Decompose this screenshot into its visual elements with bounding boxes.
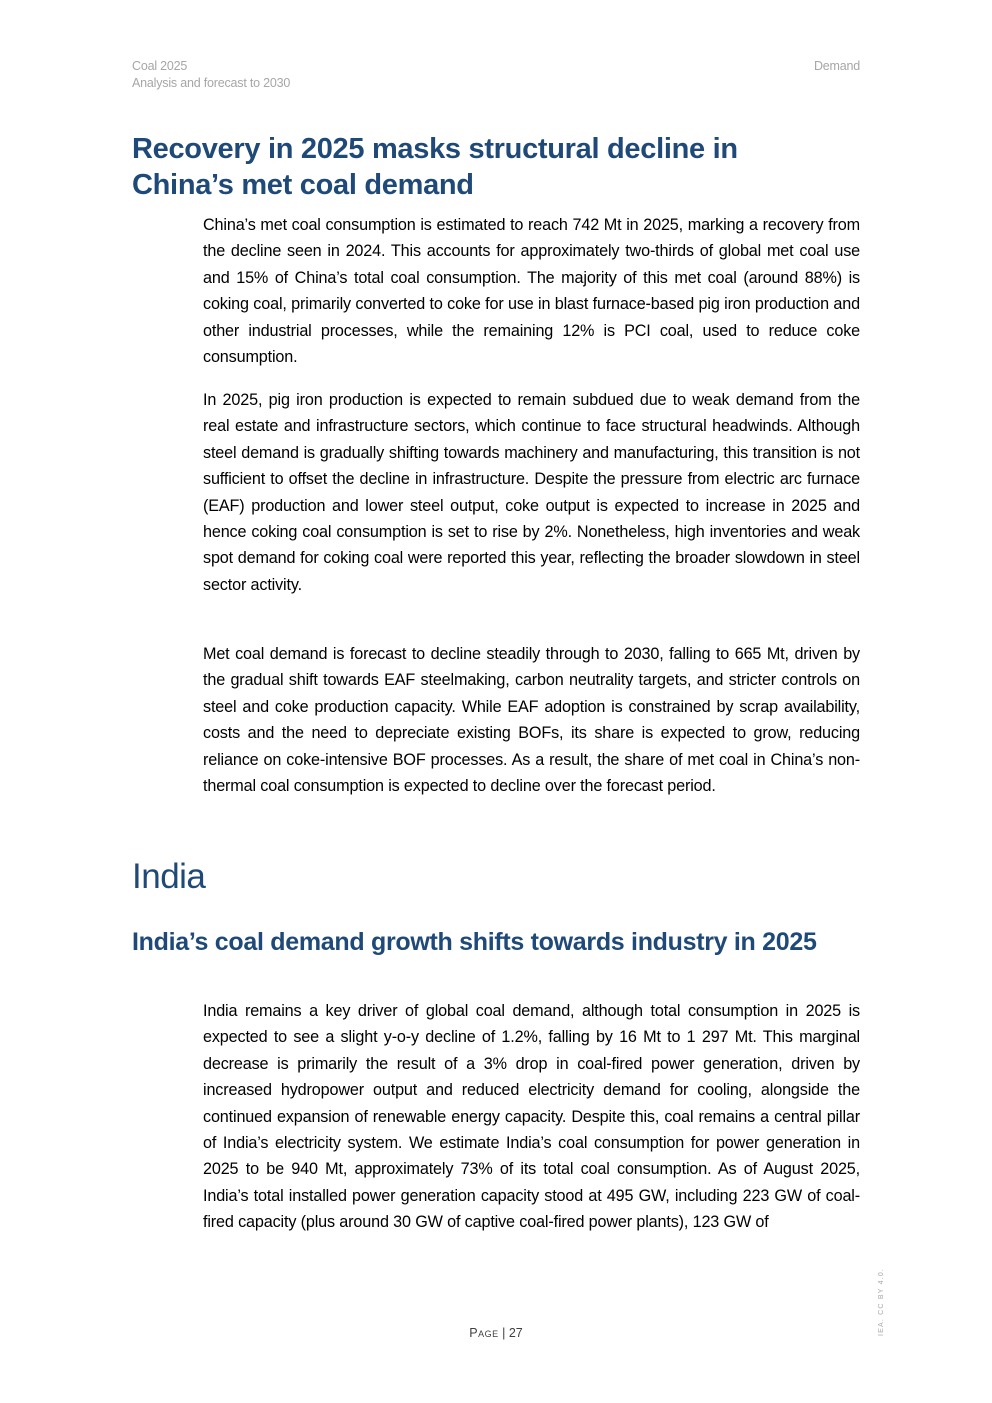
paragraph: India remains a key driver of global coal demand, although total consumption in 2025 is expected to see a slight y-o-y decline of 1.2%, falling by 16 Mt to 1 297 Mt. This marginal decrease is primarily the result of a 3% drop in coal-fired power generation, driven by increased hydropower output and reduced electricity demand for cooling, alongside the continued expansion of renewable energy capacity. Despite this, coal remains a central pillar of India’s electricity system. We estimate India’s coal consumption for power generation in 2025 to be 940 Mt, approximately 73% of its total coal consumption. As of August 2025, India’s total installed power generation capacity stood at 495 GW, including 223 GW of coal-fired capacity (plus around 30 GW of captive coal-fired power plants), 123 GW of	[203, 1002, 860, 1232]
section-name: Demand	[813, 59, 860, 73]
report-subtitle: Analysis and forecast to 2030	[132, 76, 291, 90]
report-title: Coal 2025	[132, 59, 188, 73]
page-separator: |	[498, 1326, 509, 1340]
paragraph: Met coal demand is forecast to decline steadily through to 2030, falling to 665 Mt, driven by the gradual shift towards EAF steelmaking, carbon neutrality targets, and stricter controls on steel and coke production capacity. While EAF adoption is constrained by scrap availability, costs and the need to depreciate existing BOFs, its share is expected to grow, reducing reliance on coke-intensive BOF processes. As a result, the share of met coal in China’s non-thermal coal consumption is expected to decline over the forecast period.	[203, 645, 860, 796]
page-number-footer	[0, 1326, 992, 1340]
section-heading-china-met-coal: Recovery in 2025 masks structural decline in China’s met coal demand	[132, 133, 738, 201]
paragraph: In 2025, pig iron production is expected to remain subdued due to weak demand from the real estate and infrastructure sectors, which continue to face structural headwinds. Although steel demand is gradually shifting towards machinery and manufacturing, this transition is not sufficient to offset the decline in infrastructure. Despite the pressure from electric arc furnace (EAF) production and lower steel output, coke output is expected to increase in 2025 and hence coking coal consumption is set to rise by 2%. Nonetheless, high inventories and weak spot demand for coking coal were reported this year, reflecting the broader slowdown in steel sector activity.	[203, 391, 860, 594]
chapter-heading-india: India	[132, 857, 206, 896]
section-heading-india-demand: India’s coal demand growth shifts towards industry in 2025	[132, 928, 817, 956]
license-notice: IEA. CC BY 4.0.	[878, 1267, 885, 1336]
report-title-block	[132, 58, 290, 92]
paragraph: China’s met coal consumption is estimated to reach 742 Mt in 2025, marking a recovery from the decline seen in 2024. This accounts for approximately two-thirds of global met coal use and 15% of China’s total coal consumption. The majority of this met coal (around 88%) is coking coal, primarily converted to coke for use in blast furnace-based pig iron production and other industrial processes, while the remaining 12% is PCI coal, used to reduce coke consumption.	[203, 216, 860, 367]
page-number: 27	[508, 1326, 523, 1340]
page-label: Page	[469, 1326, 499, 1340]
